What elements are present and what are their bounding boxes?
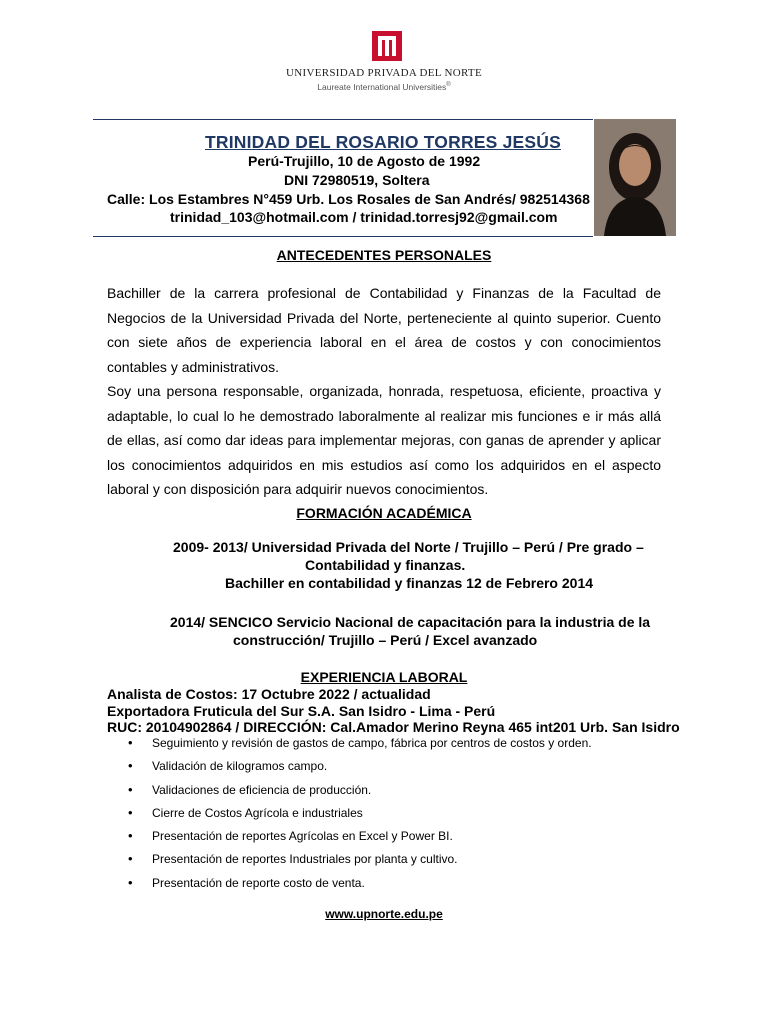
background-heading: ANTECEDENTES PERSONALES [276, 247, 492, 263]
education-1-line-3: Bachiller en contabilidad y finanzas 12 de Febrero 2014 [225, 575, 594, 591]
education-1-line-1: 2009- 2013/ Universidad Privada del Norte / Trujillo – Perú / Pre grado – [173, 539, 644, 555]
background-paragraph-2: Soy una persona responsable, organizada, honrada, respetuosa, eficiente, proactiva y adaptable, lo cual lo he demostrado laboralmente al realizar mis funciones e ir más allá de ellas, así como dar ideas para implementar mejoras, con ganas de aprender y aplicar los conocimientos adquiridos en mis estudios así como los adquiridos en el aspecto laboral y con disposición para adquirir nuevos conocimientos. [107, 383, 661, 497]
experience-company: Exportadora Fruticula del Sur S.A. San Isidro - Lima - Perú [107, 703, 496, 719]
address-info: Calle: Los Estambres N°459 Urb. Los Rosales de San Andrés/ 982514368 [107, 191, 590, 207]
upn-logo-icon [372, 31, 402, 61]
candidate-name: TRINIDAD DEL ROSARIO TORRES JESÚS [204, 132, 561, 152]
registered-mark: ® [446, 82, 451, 89]
education-heading: FORMACIÓN ACADÉMICA [296, 505, 472, 521]
profile-photo [594, 119, 676, 236]
background-text [107, 281, 661, 502]
list-item: • Validación de kilogramos campo. [107, 758, 667, 781]
education-2-line-2: construcción/ Trujillo – Perú / Excel avanzado [233, 632, 538, 648]
birth-info: Perú-Trujillo, 10 de Agosto de 1992 [248, 153, 481, 169]
list-item: • Cierre de Costos Agrícola e industriales [107, 805, 667, 828]
header-bottom-rule [93, 236, 593, 237]
list-item: • Validaciones de eficiencia de producción. [107, 782, 667, 805]
experience-ruc: RUC: 20104902864 / DIRECCIÓN: Cal.Amador Merino Reyna 465 int201 Urb. San Isidro [107, 719, 680, 735]
list-item: • Seguimiento y revisión de gastos de campo, fábrica por centros de costos y orden. [107, 735, 667, 758]
background-paragraph-1: Bachiller de la carrera profesional de Contabilidad y Finanzas de la Facultad de Negocios de la Universidad Privada del Norte, perteneciente al quinto superior. Cuento con siete años de experiencia laboral en el área de costos y con conocimientos contables y administrativos. [107, 285, 661, 375]
university-network: Laureate International Universities® [317, 82, 451, 92]
list-item: • Presentación de reporte costo de venta. [107, 875, 667, 898]
education-1-line-2: Contabilidad y finanzas. [305, 557, 466, 573]
list-item: • Presentación de reportes Agrícolas en Excel y Power BI. [107, 828, 667, 851]
website-link[interactable]: www.upnorte.edu.pe [325, 907, 443, 921]
experience-task-list [107, 735, 667, 898]
dni-info: DNI 72980519, Soltera [284, 172, 430, 188]
university-name: UNIVERSIDAD PRIVADA DEL NORTE [286, 67, 482, 79]
header-top-rule [93, 119, 593, 120]
experience-heading: EXPERIENCIA LABORAL [300, 669, 468, 685]
list-item: • Presentación de reportes Industriales por planta y cultivo. [107, 851, 667, 874]
experience-role: Analista de Costos: 17 Octubre 2022 / actualidad [107, 686, 431, 702]
email-info: trinidad_103@hotmail.com / trinidad.torresj92@gmail.com [170, 209, 558, 225]
education-2-line-1: 2014/ SENCICO Servicio Nacional de capacitación para la industria de la [170, 614, 651, 630]
